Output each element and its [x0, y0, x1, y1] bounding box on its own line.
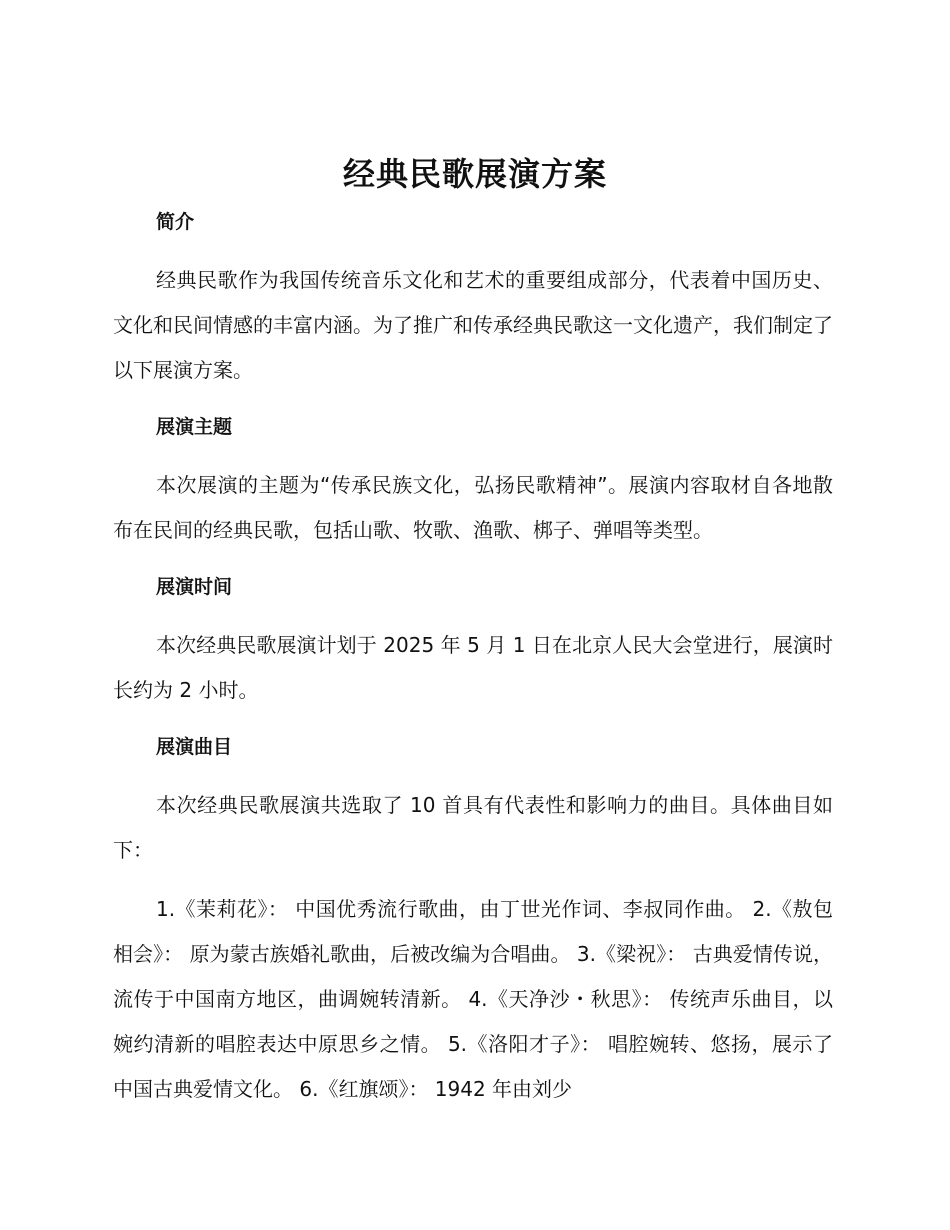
section-heading: 展演时间 — [156, 576, 233, 598]
section-program — [113, 727, 833, 1112]
section-paragraph: 经典民歌作为我国传统音乐文化和艺术的重要组成部分，代表着中国历史、文化和民间情感的丰富内涵。为了推广和传承经典民歌这一文化遗产，我们制定了以下展演方案。 — [113, 268, 833, 382]
section-time — [113, 567, 833, 727]
program-list-paragraph: 1.《茉莉花》： 中国优秀流行歌曲，由丁世光作词、李叔同作曲。 2.《敖包相会》： 原为蒙古族婚礼歌曲，后被改编为合唱曲。 3.《梁祝》： 古典爱情传说，流传于中国南方地区，曲调婉转清新。 4.《天净沙・秋思》： 传统声乐曲目，以婉约清新的唱腔表达中原思乡之情。 5.《洛阳才子》： 唱腔婉转、悠扬，展示了中国古典爱情文化。 6.《红旗颂》： 1942 年由刘少 — [113, 897, 833, 1101]
section-heading: 简介 — [156, 211, 195, 233]
document-body — [113, 202, 833, 1112]
section-theme — [113, 407, 833, 567]
section-paragraph: 本次经典民歌展演共选取了 10 首具有代表性和影响力的曲目。具体曲目如下： — [113, 793, 833, 862]
section-heading: 展演主题 — [156, 416, 233, 438]
section-intro — [113, 202, 833, 407]
document-title: 经典民歌展演方案 — [342, 155, 607, 193]
section-heading: 展演曲目 — [156, 736, 233, 758]
section-paragraph: 本次展演的主题为“传承民族文化，弘扬民歌精神”。展演内容取材自各地散布在民间的经典民歌，包括山歌、牧歌、渔歌、梆子、弹唱等类型。 — [113, 473, 833, 542]
section-paragraph: 本次经典民歌展演计划于 2025 年 5 月 1 日在北京人民大会堂进行，展演时长约为 2 小时。 — [113, 633, 833, 702]
